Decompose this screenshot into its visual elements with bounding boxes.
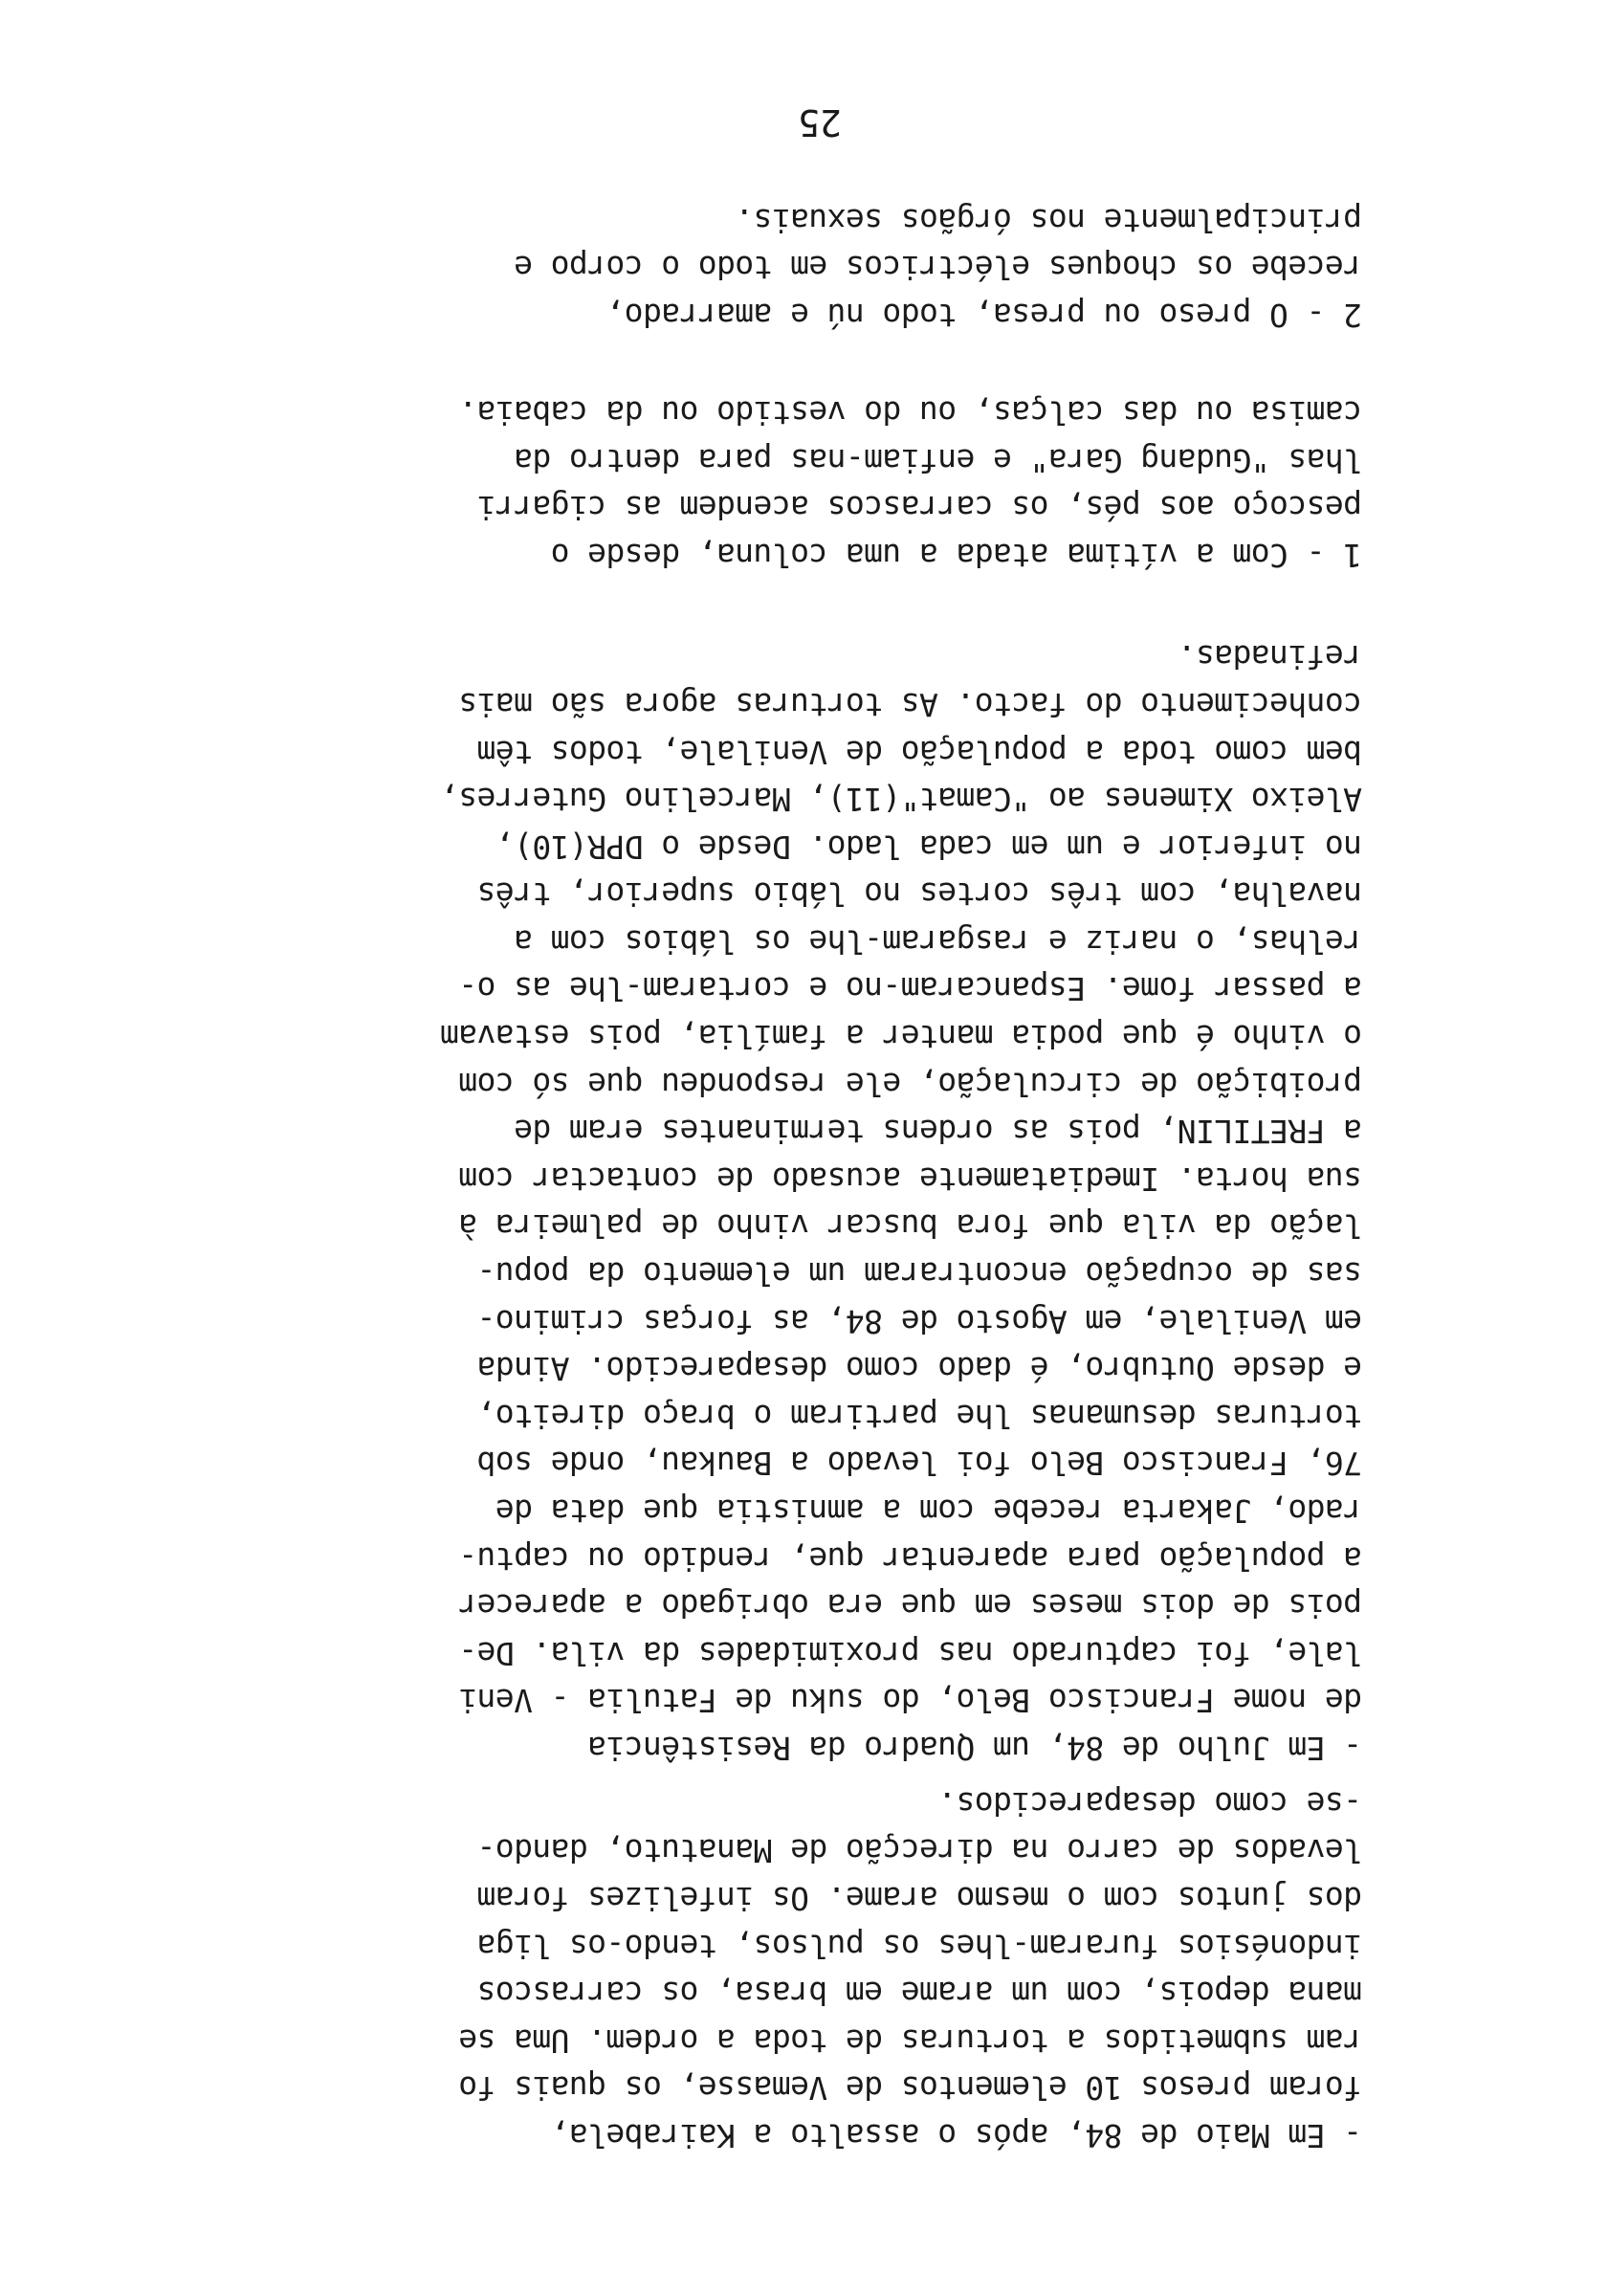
paragraph-torture-method-2 — [262, 196, 1362, 339]
text-line: a população para aparentar que, rendido ou captu- — [458, 1539, 1362, 1578]
page-number: 25 — [798, 101, 842, 144]
text-line: bem como toda a população de Venilale, todos têm — [477, 733, 1362, 771]
text-line: a FRETILIN, pois as ordens terminantes eram de — [514, 1113, 1362, 1151]
text-line: pescoço aos pés, os carrascos acendem as cigarri — [477, 489, 1362, 527]
text-line: - Em Maio de 84, após o assalto a Kairabela, — [551, 2117, 1362, 2154]
text-line: conhecimento do facto. As torturas agora são mais — [458, 685, 1362, 723]
text-line: lale, foi capturado nas proximidades da vila. De- — [458, 1634, 1362, 1672]
text-line: lação da vila que fora buscar vinho de palmeira à — [458, 1207, 1362, 1246]
text-line: dos juntos com o mesmo arame. Os infelizes foram — [477, 1880, 1362, 1918]
text-line: a passar fome. Espancaram-no e cortaram-lhe as o- — [458, 970, 1362, 1008]
text-line: levados de carro na direcção de Manatuto, dando- — [477, 1832, 1362, 1870]
text-line: recebe os choques eléctricos em todo o corpo e — [514, 249, 1362, 287]
text-line: 76, Francisco Belo foi levado a Baukau, onde sob — [477, 1445, 1362, 1483]
text-line: foram presos 10 elementos de Vemasse, os quais fo — [458, 2069, 1362, 2108]
text-line: sua horta. Imediatamente acusado de contactar com — [458, 1159, 1362, 1198]
text-line: torturas desumanas lhe partiram o braço direito, — [477, 1397, 1362, 1435]
text-line: de nome Francisco Belo, do suku de Fatulia - Veni — [458, 1682, 1362, 1720]
text-line: - Em Julho de 84, um Quadro da Resistência — [587, 1730, 1362, 1767]
text-line: navalha, com três cortes no lábio superior, três — [477, 875, 1362, 914]
text-line: relhas, o nariz e rasgaram-lhe os lábios com a — [514, 922, 1362, 960]
text-line: em Venilale, em Agosto de 84, as forças crimino- — [477, 1302, 1362, 1340]
text-line: sas de ocupação encontraram um elemento da popu- — [477, 1255, 1362, 1293]
text-line: Aleixo Ximenes ao "Camat"(11), Marcelino Guterres, — [440, 781, 1362, 819]
text-line: lhas "Gudang Gara" e enfiam-nas para dentro da — [514, 441, 1362, 479]
text-line: -se como desaparecidos. — [937, 1784, 1362, 1822]
text-line: indonésios furaram-lhes os pulsos, tendo-os liga — [477, 1927, 1362, 1965]
text-line: 1 - Com a vítima atada a uma coluna, desde o — [551, 537, 1362, 574]
text-line: rado, Jakarta recebe com a amnistia que data de — [495, 1492, 1362, 1531]
paragraph-vemasse — [262, 1779, 1362, 2159]
text-line: mana depois, com um arame em brasa, os carrascos — [477, 1975, 1362, 2013]
text-line: pois de dois meses em que era obrigado a aparecer — [458, 1587, 1362, 1625]
paragraph-torture-method-1 — [262, 389, 1362, 579]
text-line: refinadas. — [1178, 638, 1362, 676]
text-line: principalmente nos órgãos sexuais. — [735, 201, 1362, 239]
text-line: e desde Outubro, é dado como desaparecido. Ainda — [477, 1350, 1362, 1388]
paragraph-venilale — [262, 633, 1362, 1772]
text-line: camisa ou das calças, ou do vestido ou da cabaia. — [458, 394, 1362, 432]
text-line: 2 - O preso ou presa, todo nú e amarrado, — [606, 297, 1362, 334]
text-line: proibição de circulação, ele respondeu que só com — [458, 1065, 1362, 1103]
text-line: ram submetidos a torturas de toda a ordem. Uma se — [458, 2021, 1362, 2060]
text-line: no inferior e um em cada lado. Desde o DPR(10), — [495, 828, 1362, 866]
text-line: o vinho é que podia manter a família, pois estavam — [440, 1018, 1362, 1056]
